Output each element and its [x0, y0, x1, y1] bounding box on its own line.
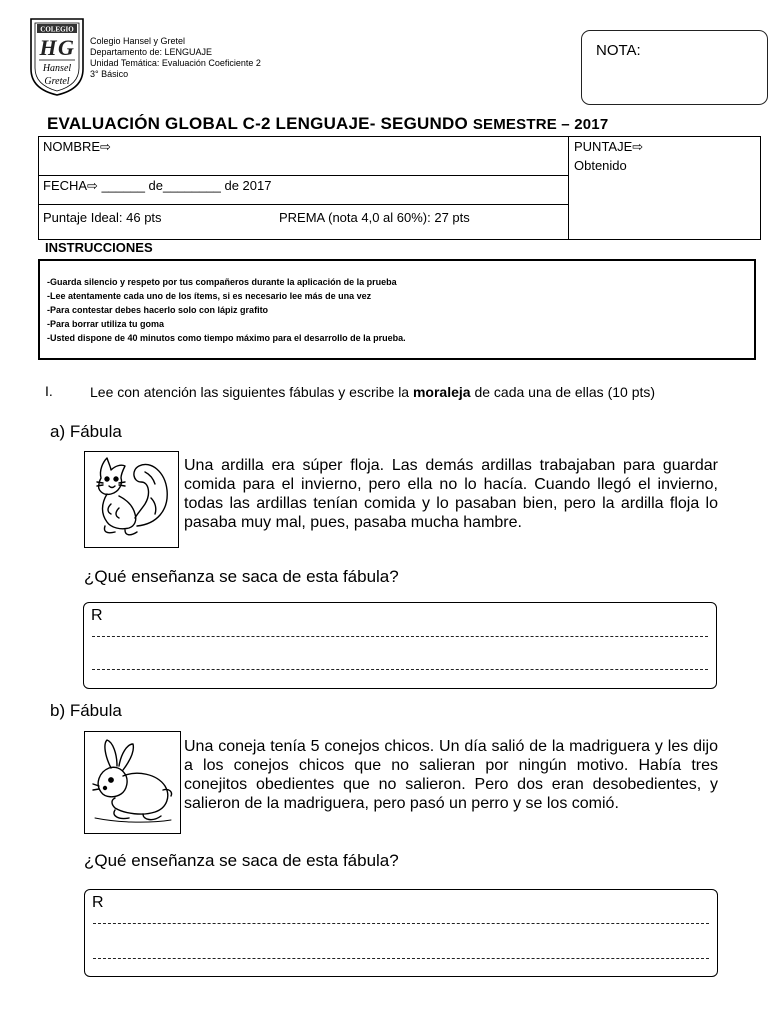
answer-label: R: [91, 607, 103, 624]
unit: Unidad Temática: Evaluación Coeficiente 2: [90, 58, 261, 68]
answer-label: R: [92, 894, 104, 911]
instruction-item: -Usted dispone de 40 minutos como tiempo máximo para el desarrollo de la prueba.: [47, 333, 406, 343]
fable-b-question: ¿Qué enseñanza se saca de esta fábula?: [84, 851, 399, 870]
page-title: [47, 114, 608, 134]
fable-b-heading: b) Fábula: [50, 701, 122, 720]
nota-label: NOTA:: [596, 42, 641, 59]
svg-text:H: H: [39, 35, 57, 60]
department: Departamento de: LENGUAJE: [90, 47, 213, 57]
rabbit-icon: [84, 731, 181, 834]
svg-text:Hansel: Hansel: [42, 63, 72, 74]
fable-a-heading: a) Fábula: [50, 422, 122, 441]
moraleja-word: moraleja: [412, 384, 471, 400]
question-number: I.: [45, 383, 53, 399]
svg-text:Gretel: Gretel: [44, 76, 70, 87]
fable-b-text: Una coneja tenía 5 conejos chicos. Un día salió de la madriguera y les dijo a los conejos chicos que no salieran por ningún motivo. Había tres conejitos obedientes que no salieron. Pero dos eran desobedientes, y salieron de la madriguera, pero pasó un perro y se los comió.: [184, 738, 718, 812]
school-name: Colegio Hansel y Gretel: [90, 36, 186, 46]
question-prompt: Lee con atención las siguientes fábulas y escribe la moraleja de cada una de ellas (10 pts): [90, 384, 656, 400]
fable-a-answer-box[interactable]: [83, 602, 717, 689]
school-logo: [28, 17, 86, 97]
instruction-item: -Lee atentamente cada uno de los ítems, si es necesario lee más de una vez: [47, 291, 372, 301]
school-info: [90, 36, 261, 80]
svg-text:COLEGIO: COLEGIO: [40, 25, 74, 34]
title-suffix: SEMESTRE – 2017: [472, 116, 609, 133]
instruction-item: -Para borrar utiliza tu goma: [47, 319, 165, 329]
puntaje-ideal: Puntaje Ideal: 46 pts: [43, 210, 162, 225]
fecha-field[interactable]: FECHA⇨ ______ de________ de 2017: [43, 178, 272, 193]
fable-a-text: Una ardilla era súper floja. Las demás ardillas trabajaban para guardar comida para el invierno, pero ella no lo hacía. Cuando llegó el invierno, todas las ardillas tenían comida y lo pasaban bien, pero la ardilla floja lo pasaba muy mal, pues, pasaba mucha hambre.: [184, 457, 718, 531]
student-info-table: [38, 136, 761, 240]
instruction-item: -Para contestar debes hacerlo solo con lápiz grafito: [47, 305, 269, 315]
nombre-field[interactable]: NOMBRE⇨: [43, 139, 111, 154]
fable-b-answer-box[interactable]: [84, 889, 718, 977]
instructions-box: [38, 259, 756, 360]
instruction-item: -Guarda silencio y respeto por tus compañeros durante la aplicación de la prueba: [47, 277, 397, 287]
nota-box[interactable]: [581, 30, 768, 105]
grade: 3° Básico: [90, 69, 129, 79]
fable-a-question: ¿Qué enseñanza se saca de esta fábula?: [84, 567, 399, 586]
instructions-heading: INSTRUCCIONES: [45, 240, 153, 255]
title-main: EVALUACIÓN GLOBAL C-2 LENGUAJE- SEGUNDO: [47, 114, 468, 133]
squirrel-icon: [84, 451, 179, 548]
svg-text:G: G: [58, 35, 74, 60]
prema: PREMA (nota 4,0 al 60%): 27 pts: [279, 210, 470, 225]
puntaje-label: PUNTAJE⇨: [574, 139, 644, 154]
obtenido-label: Obtenido: [574, 158, 627, 173]
